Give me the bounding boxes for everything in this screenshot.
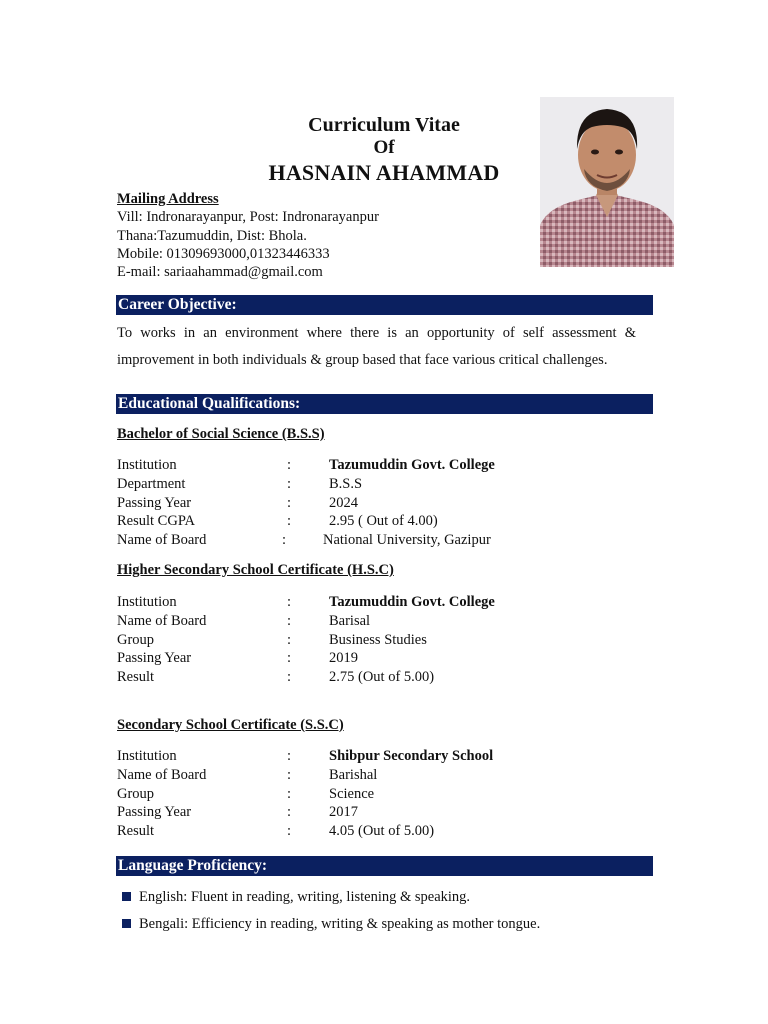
- row-label: Institution: [117, 748, 177, 764]
- row-value: National University, Gazipur: [323, 532, 491, 549]
- row-colon: :: [282, 532, 287, 549]
- row-colon: :: [287, 785, 292, 802]
- row-value: Tazumuddin Govt. College: [329, 594, 495, 610]
- list-item: [122, 912, 540, 939]
- row-value: Shibpur Secondary School: [329, 748, 494, 764]
- row-label: Name of Board: [117, 612, 207, 629]
- ssc-heading: Secondary School Certificate (S.S.C): [117, 717, 344, 733]
- square-bullet-icon: [122, 892, 131, 901]
- row-label: Result CGPA: [117, 513, 196, 530]
- row-label: Group: [117, 785, 155, 802]
- row-colon: :: [287, 766, 292, 783]
- candidate-name: HASNAIN AHAMMAD: [268, 160, 500, 185]
- row-value: Business Studies: [329, 631, 427, 648]
- row-colon: :: [287, 804, 292, 821]
- row-colon: :: [287, 494, 292, 511]
- row-value: 2019: [329, 650, 358, 667]
- row-value: Tazumuddin Govt. College: [329, 457, 495, 473]
- document-title: Curriculum Vitae: [308, 114, 460, 136]
- row-label: Passing Year: [117, 804, 192, 821]
- row-colon: :: [287, 748, 292, 764]
- row-colon: :: [287, 594, 292, 610]
- row-colon: :: [287, 612, 292, 629]
- row-label: Institution: [117, 594, 177, 610]
- row-value: B.S.S: [329, 475, 363, 492]
- row-colon: :: [287, 650, 292, 667]
- row-value: Barisal: [329, 612, 371, 629]
- row-label: Institution: [117, 457, 177, 473]
- row-value: 2.95 ( Out of 4.00): [329, 513, 438, 530]
- address-line-1: Vill: Indronarayanpur, Post: Indronarayanpur: [117, 209, 379, 226]
- mailing-address: [117, 190, 379, 281]
- row-value: 2024: [329, 494, 358, 511]
- row-label: Name of Board: [117, 766, 207, 783]
- row-value: Barishal: [329, 766, 378, 783]
- profile-photo: [540, 97, 674, 267]
- mailing-address-heading: Mailing Address: [117, 191, 219, 207]
- row-label: Name of Board: [117, 532, 207, 549]
- row-colon: :: [287, 475, 292, 492]
- row-label: Result: [117, 669, 155, 686]
- row-label: Department: [117, 475, 186, 492]
- row-value: 4.05 (Out of 5.00): [329, 823, 435, 840]
- row-label: Passing Year: [117, 494, 192, 511]
- row-value: 2017: [329, 804, 358, 821]
- row-colon: :: [287, 513, 292, 530]
- career-objective-text: To works in an environment where there is an opportunity of self assessment & improvement in both individuals & group based that face various critical challenges.: [117, 325, 636, 368]
- row-label: Result: [117, 823, 155, 840]
- row-value: Science: [329, 785, 375, 802]
- bss-heading: Bachelor of Social Science (B.S.S): [117, 426, 325, 442]
- square-bullet-icon: [122, 919, 131, 928]
- email-address: E-mail: sariaahammad@gmail.com: [117, 264, 323, 281]
- title-of: Of: [373, 137, 395, 158]
- row-value: 2.75 (Out of 5.00): [329, 669, 435, 686]
- mobile-number: Mobile: 01309693000,01323446333: [117, 245, 330, 262]
- address-line-2: Thana:Tazumuddin, Dist: Bhola.: [117, 227, 307, 244]
- row-label: Group: [117, 631, 155, 648]
- language-heading: Language Proficiency:: [116, 856, 653, 876]
- row-colon: :: [287, 669, 292, 686]
- row-colon: :: [287, 631, 292, 648]
- language-bengali: Bengali: Efficiency in reading, writing & speaking as mother tongue.: [139, 916, 541, 932]
- language-list: [122, 885, 540, 939]
- row-colon: :: [287, 457, 292, 473]
- language-english: English: Fluent in reading, writing, listening & speaking.: [139, 889, 471, 905]
- career-objective-heading: Career Objective:: [116, 295, 653, 315]
- education-heading: Educational Qualifications:: [116, 394, 653, 414]
- row-label: Passing Year: [117, 650, 192, 667]
- title-block: [250, 113, 518, 187]
- list-item: [122, 885, 540, 912]
- hsc-heading: Higher Secondary School Certificate (H.S.C): [117, 562, 394, 578]
- row-colon: :: [287, 823, 292, 840]
